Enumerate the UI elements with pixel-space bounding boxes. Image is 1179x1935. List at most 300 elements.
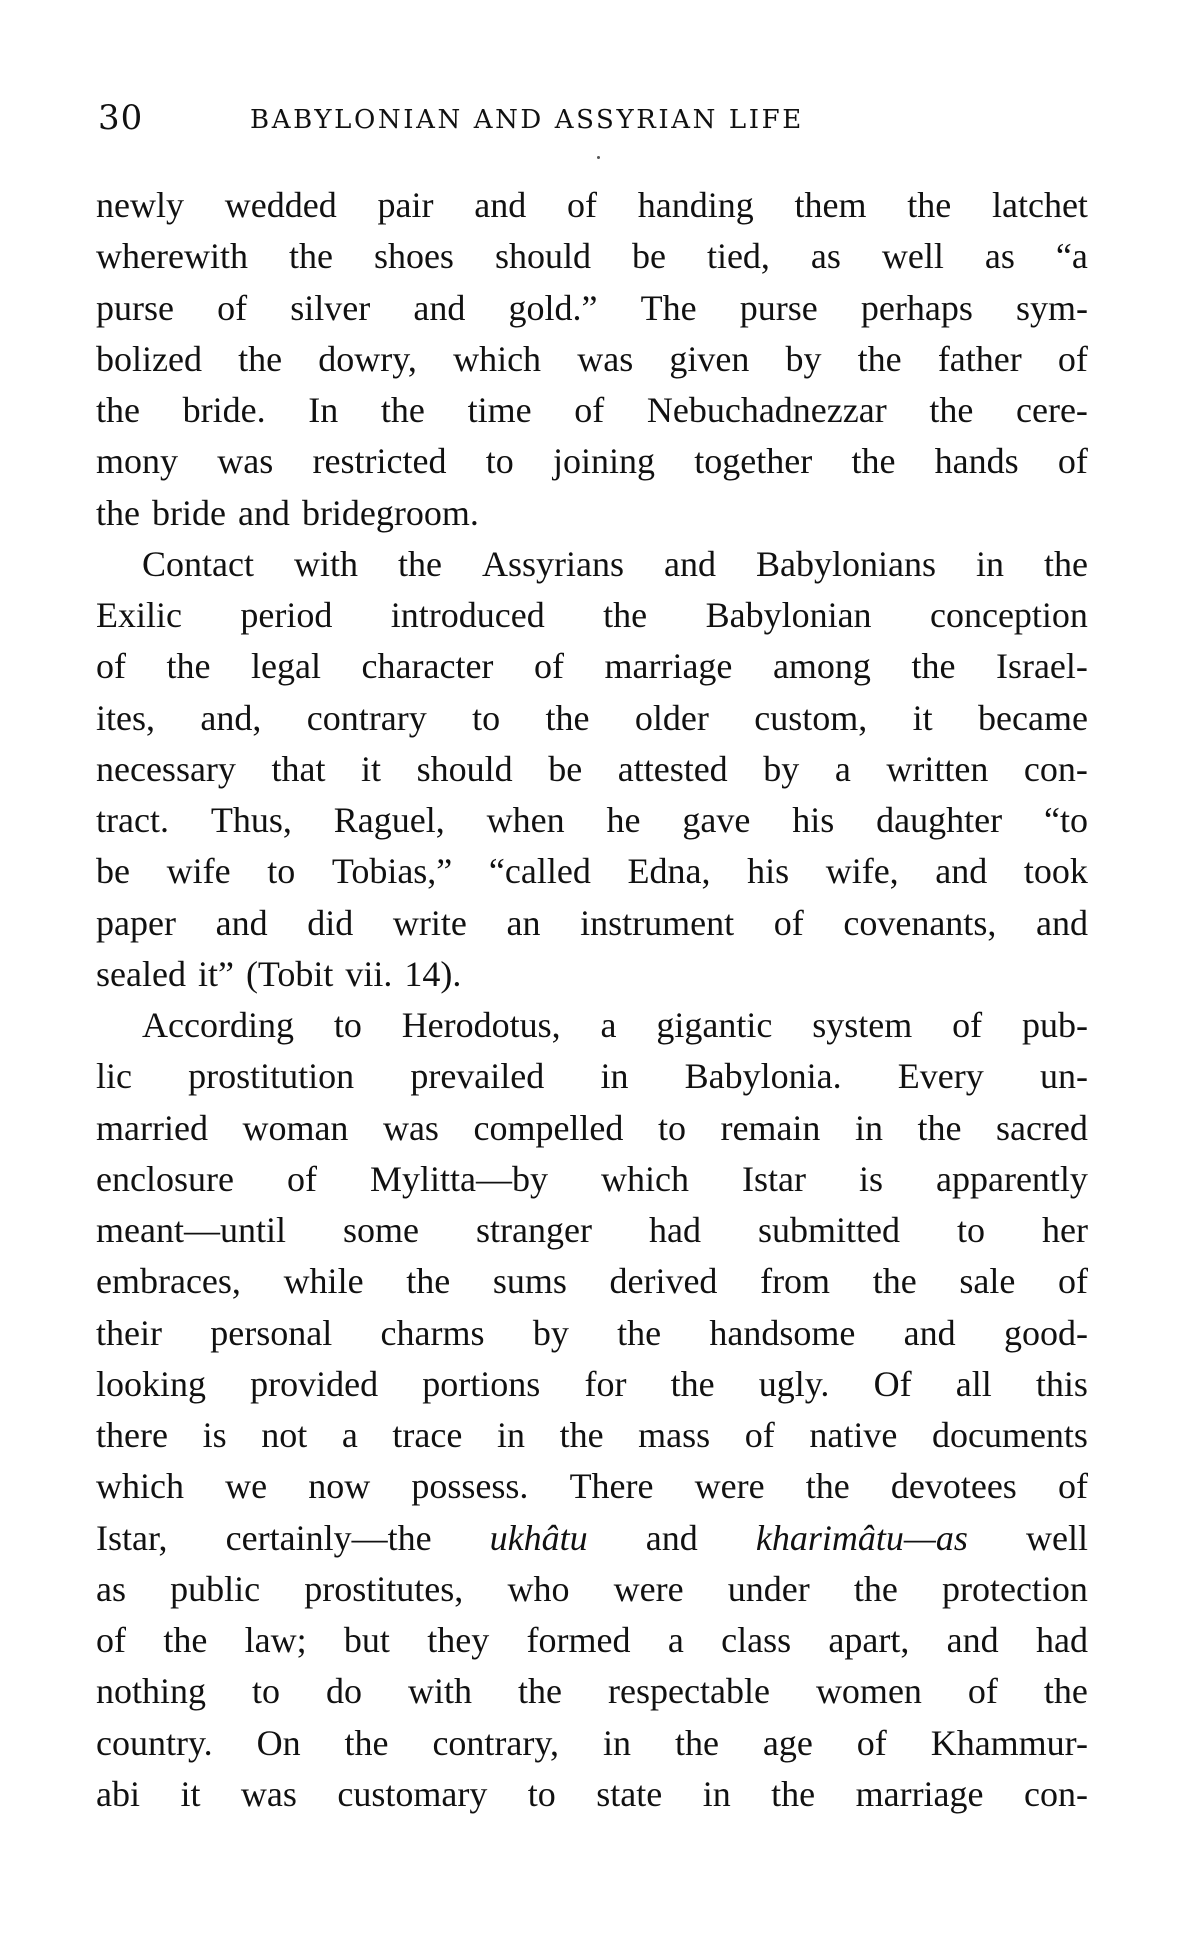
word: it” bbox=[197, 953, 234, 994]
word: of bbox=[952, 1005, 983, 1045]
word: well bbox=[1025, 1517, 1088, 1558]
word: custom, bbox=[754, 697, 868, 738]
text-line bbox=[96, 641, 1088, 692]
word: Khammur- bbox=[930, 1722, 1088, 1763]
text-line bbox=[96, 1666, 1088, 1717]
word: the bbox=[929, 390, 974, 430]
word: her bbox=[1042, 1210, 1088, 1250]
word: it bbox=[912, 697, 933, 738]
word: it bbox=[361, 748, 382, 789]
word: became bbox=[978, 697, 1088, 738]
word: a bbox=[341, 1415, 358, 1455]
word: in bbox=[702, 1773, 731, 1814]
word: the bbox=[1043, 543, 1088, 584]
word: pair bbox=[377, 185, 434, 225]
word: con- bbox=[1023, 748, 1088, 789]
word: with bbox=[408, 1671, 473, 1712]
word: state bbox=[596, 1773, 663, 1814]
word: as bbox=[96, 1568, 126, 1609]
word: Herodotus, bbox=[401, 1005, 561, 1045]
word: in bbox=[602, 1722, 631, 1763]
word: of bbox=[1057, 1466, 1088, 1507]
word: restricted bbox=[312, 441, 447, 482]
word: the bbox=[559, 1415, 604, 1455]
word: gold.” bbox=[508, 287, 598, 328]
word: customary bbox=[337, 1773, 488, 1814]
word: that bbox=[271, 748, 326, 789]
word: and bbox=[946, 1620, 999, 1660]
word: who bbox=[507, 1568, 570, 1609]
word: legal bbox=[251, 646, 322, 687]
text-line bbox=[96, 488, 1088, 539]
word: but bbox=[343, 1620, 390, 1660]
word: protection bbox=[941, 1568, 1088, 1609]
word: prevailed bbox=[410, 1056, 545, 1097]
word: joining bbox=[552, 441, 655, 482]
word: formed bbox=[526, 1620, 631, 1660]
word: period bbox=[240, 595, 333, 635]
text-line bbox=[96, 898, 1088, 949]
word: be bbox=[631, 236, 666, 277]
word: the bbox=[163, 1620, 208, 1660]
word: the bbox=[1043, 1671, 1088, 1712]
word: 14). bbox=[404, 953, 462, 994]
word: Istar, bbox=[96, 1517, 168, 1558]
text-line bbox=[96, 1051, 1088, 1102]
word: Israel- bbox=[995, 646, 1088, 687]
word: for bbox=[584, 1363, 627, 1404]
word: personal bbox=[210, 1312, 333, 1353]
word: the bbox=[166, 646, 211, 687]
text-line bbox=[96, 1564, 1088, 1615]
word: be bbox=[96, 851, 130, 892]
word: all bbox=[955, 1363, 992, 1404]
word: time bbox=[467, 390, 532, 430]
word: as bbox=[984, 236, 1015, 277]
page-header bbox=[98, 96, 1088, 140]
word: the bbox=[238, 338, 283, 379]
word: public bbox=[170, 1568, 261, 1609]
word: they bbox=[427, 1620, 490, 1660]
word: embraces, bbox=[96, 1261, 241, 1302]
word: while bbox=[283, 1261, 364, 1302]
word: given bbox=[669, 338, 750, 379]
text-line bbox=[96, 539, 1088, 590]
word: ugly. bbox=[758, 1363, 830, 1404]
word: and bbox=[215, 902, 268, 943]
word: of bbox=[1057, 338, 1088, 379]
word: some bbox=[342, 1210, 419, 1250]
text-line bbox=[96, 1615, 1088, 1666]
text-line bbox=[96, 180, 1088, 231]
word: Istar bbox=[741, 1158, 806, 1199]
word: the bbox=[857, 338, 902, 379]
word: had bbox=[648, 1210, 701, 1250]
word: the bbox=[771, 1773, 816, 1814]
word: of bbox=[566, 185, 597, 225]
word: in bbox=[600, 1056, 629, 1097]
word: to bbox=[267, 851, 296, 892]
word: ukhâtu bbox=[489, 1517, 588, 1558]
word: system bbox=[812, 1005, 913, 1045]
word: to bbox=[485, 441, 514, 482]
word: of bbox=[856, 1722, 887, 1763]
word: a bbox=[667, 1620, 684, 1660]
word: Edna, bbox=[627, 851, 711, 892]
word: written bbox=[886, 748, 989, 789]
text-line bbox=[96, 1205, 1088, 1256]
word: covenants, bbox=[843, 902, 997, 943]
text-line bbox=[96, 1461, 1088, 1512]
text-line bbox=[96, 1359, 1088, 1410]
text-line bbox=[96, 949, 1088, 1000]
text-line bbox=[96, 744, 1088, 795]
word: among bbox=[772, 646, 871, 687]
word: woman bbox=[242, 1107, 349, 1148]
word: In bbox=[308, 390, 339, 430]
word: sums bbox=[492, 1261, 567, 1302]
word: contrary, bbox=[432, 1722, 560, 1763]
word: pub- bbox=[1021, 1005, 1088, 1045]
word: which bbox=[453, 338, 542, 379]
word: the bbox=[872, 1261, 917, 1302]
word: the bbox=[805, 1466, 850, 1507]
word: marriage bbox=[604, 646, 733, 687]
word: the bbox=[545, 697, 590, 738]
word: not bbox=[261, 1415, 308, 1455]
word: “a bbox=[1055, 236, 1088, 277]
word: cere- bbox=[1016, 390, 1088, 430]
word: introduced bbox=[390, 595, 545, 635]
word: On bbox=[256, 1722, 301, 1763]
word: Of bbox=[873, 1363, 912, 1404]
word: and bbox=[663, 543, 716, 584]
word: was bbox=[240, 1773, 297, 1814]
word: wife bbox=[166, 851, 231, 892]
word: gigantic bbox=[656, 1005, 773, 1045]
word: sale bbox=[959, 1261, 1016, 1302]
word: older bbox=[634, 697, 709, 738]
text-line bbox=[96, 846, 1088, 897]
word: when bbox=[486, 800, 565, 840]
word: handing bbox=[637, 185, 754, 225]
running-title: BABYLONIAN AND ASSYRIAN LIFE bbox=[250, 105, 804, 135]
word: class bbox=[721, 1620, 792, 1660]
word: a bbox=[600, 1005, 617, 1045]
word: attested bbox=[617, 748, 728, 789]
word: the bbox=[398, 543, 442, 584]
word: the bbox=[380, 390, 425, 430]
word: apparently bbox=[936, 1158, 1088, 1199]
word: of bbox=[533, 646, 564, 687]
text-line bbox=[96, 693, 1088, 744]
word: ites, bbox=[96, 697, 155, 738]
word: devotees bbox=[890, 1466, 1017, 1507]
word: paper bbox=[96, 902, 176, 943]
word: con- bbox=[1023, 1773, 1088, 1814]
word: his bbox=[747, 851, 790, 892]
word: good- bbox=[1003, 1312, 1088, 1353]
word: was bbox=[217, 441, 274, 482]
word: charms bbox=[380, 1312, 485, 1353]
word: silver bbox=[290, 287, 371, 328]
text-line bbox=[96, 1513, 1088, 1564]
text-line bbox=[96, 1256, 1088, 1307]
word: bride. bbox=[182, 390, 266, 430]
word: purse bbox=[739, 287, 818, 328]
text-line bbox=[96, 1769, 1088, 1820]
word: of bbox=[217, 287, 248, 328]
word: write bbox=[392, 902, 467, 943]
word: vii. bbox=[345, 953, 393, 994]
word: the bbox=[917, 1107, 962, 1148]
word: looking bbox=[96, 1363, 207, 1404]
word: respectable bbox=[608, 1671, 770, 1712]
word: should bbox=[494, 236, 591, 277]
text-line bbox=[96, 1154, 1088, 1205]
word: should bbox=[416, 748, 513, 789]
word: in bbox=[496, 1415, 525, 1455]
word: “to bbox=[1043, 800, 1088, 840]
word: Tobias,” bbox=[331, 851, 453, 892]
word: compelled bbox=[473, 1107, 624, 1148]
word: and bbox=[645, 1517, 698, 1558]
word: married bbox=[96, 1107, 208, 1148]
word: There bbox=[569, 1466, 654, 1507]
word: in bbox=[854, 1107, 883, 1148]
word: of bbox=[773, 902, 804, 943]
word: well bbox=[881, 236, 944, 277]
word: Nebuchadnezzar bbox=[646, 390, 887, 430]
word: perhaps bbox=[860, 287, 973, 328]
word: Exilic bbox=[96, 595, 182, 635]
text-line bbox=[96, 590, 1088, 641]
word: to bbox=[956, 1210, 985, 1250]
word: The bbox=[640, 287, 697, 328]
word: we bbox=[225, 1466, 268, 1507]
word: were bbox=[613, 1568, 684, 1609]
word: According bbox=[142, 1005, 294, 1045]
word: took bbox=[1023, 851, 1088, 892]
word: in bbox=[975, 543, 1004, 584]
word: this bbox=[1035, 1363, 1088, 1404]
word: were bbox=[694, 1466, 765, 1507]
word: was bbox=[577, 338, 634, 379]
word: them bbox=[794, 185, 867, 225]
word: wedded bbox=[224, 185, 337, 225]
word: possess. bbox=[411, 1466, 529, 1507]
word: the bbox=[851, 441, 896, 482]
text-line bbox=[96, 1410, 1088, 1461]
word: under bbox=[727, 1568, 810, 1609]
word: the bbox=[96, 390, 140, 430]
word: Mylitta—by bbox=[369, 1158, 548, 1199]
word: father bbox=[937, 338, 1022, 379]
word: Assyrians bbox=[481, 543, 624, 584]
word: had bbox=[1035, 1620, 1088, 1660]
word: age bbox=[762, 1722, 813, 1763]
word: newly bbox=[96, 185, 184, 225]
word: necessary bbox=[96, 748, 236, 789]
word: contrary bbox=[306, 697, 427, 738]
word: to bbox=[252, 1671, 281, 1712]
word: he bbox=[606, 800, 641, 840]
word: the bbox=[344, 1722, 389, 1763]
word: law; bbox=[244, 1620, 307, 1660]
word: remain bbox=[720, 1107, 821, 1148]
word: sealed bbox=[96, 953, 186, 994]
word: country. bbox=[96, 1722, 213, 1763]
word: Thus, bbox=[210, 800, 292, 840]
word: the bbox=[406, 1261, 451, 1302]
word: of bbox=[574, 390, 605, 430]
word: the bbox=[617, 1312, 662, 1353]
text-line bbox=[96, 231, 1088, 282]
word: of bbox=[96, 646, 126, 687]
word: mass bbox=[638, 1415, 711, 1455]
word: do bbox=[326, 1671, 363, 1712]
word: a bbox=[834, 748, 851, 789]
word: portions bbox=[422, 1363, 541, 1404]
text-line bbox=[96, 385, 1088, 436]
word: conception bbox=[929, 595, 1088, 635]
word: tied, bbox=[706, 236, 770, 277]
word: purse bbox=[96, 287, 174, 328]
word: women bbox=[815, 1671, 922, 1712]
word: the bbox=[288, 236, 333, 277]
word: to bbox=[527, 1773, 556, 1814]
word: by bbox=[763, 748, 800, 789]
word: bolized bbox=[96, 338, 202, 379]
word: Contact bbox=[142, 543, 254, 584]
word: from bbox=[760, 1261, 831, 1302]
word: which bbox=[600, 1158, 689, 1199]
word: sym- bbox=[1015, 287, 1088, 328]
word: tract. bbox=[96, 800, 169, 840]
text-line bbox=[96, 1103, 1088, 1154]
word: did bbox=[307, 902, 354, 943]
word: handsome bbox=[709, 1312, 856, 1353]
word: native bbox=[809, 1415, 898, 1455]
word: by bbox=[785, 338, 822, 379]
word: and bbox=[935, 851, 988, 892]
word: of bbox=[96, 1620, 126, 1660]
word: Babylonia. bbox=[684, 1056, 842, 1097]
word: and bbox=[237, 492, 290, 533]
word: be bbox=[548, 748, 583, 789]
word: the bbox=[518, 1671, 563, 1712]
word: an bbox=[506, 902, 541, 943]
text-line bbox=[96, 1308, 1088, 1359]
word: certainly—the bbox=[225, 1517, 432, 1558]
word: hands bbox=[934, 441, 1019, 482]
word: enclosure bbox=[96, 1158, 234, 1199]
word: is bbox=[858, 1158, 883, 1199]
word: derived bbox=[609, 1261, 718, 1302]
word: the bbox=[911, 646, 956, 687]
word: now bbox=[308, 1466, 371, 1507]
text-line bbox=[96, 334, 1088, 385]
word: of bbox=[967, 1671, 998, 1712]
word: trace bbox=[392, 1415, 463, 1455]
word: was bbox=[382, 1107, 439, 1148]
word: the bbox=[670, 1363, 715, 1404]
word: and, bbox=[200, 697, 262, 738]
word: his bbox=[792, 800, 835, 840]
word: their bbox=[96, 1312, 162, 1353]
word: daughter bbox=[876, 800, 1003, 840]
word: prostitutes, bbox=[304, 1568, 464, 1609]
word: bride bbox=[151, 492, 226, 533]
word: Every bbox=[897, 1056, 984, 1097]
word: prostitution bbox=[188, 1056, 355, 1097]
text-line bbox=[96, 1718, 1088, 1769]
word: lic bbox=[96, 1056, 132, 1097]
body-text bbox=[96, 180, 1088, 1820]
word: by bbox=[532, 1312, 569, 1353]
word: Babylonians bbox=[755, 543, 936, 584]
word: with bbox=[293, 543, 358, 584]
text-line bbox=[96, 1000, 1088, 1051]
word: Babylonian bbox=[705, 595, 872, 635]
word: of bbox=[286, 1158, 317, 1199]
word: which bbox=[96, 1466, 184, 1507]
word: nothing bbox=[96, 1671, 207, 1712]
word: the bbox=[603, 595, 648, 635]
page-number: 30 bbox=[98, 98, 144, 138]
word: “called bbox=[488, 851, 591, 892]
word: and bbox=[1035, 902, 1088, 943]
text-line bbox=[96, 436, 1088, 487]
word: Raguel, bbox=[333, 800, 445, 840]
word: submitted bbox=[757, 1210, 900, 1250]
word: kharimâtu—as bbox=[755, 1517, 968, 1558]
word: and bbox=[413, 287, 466, 328]
word: the bbox=[907, 185, 952, 225]
word: un- bbox=[1039, 1056, 1088, 1097]
word: the bbox=[853, 1568, 898, 1609]
word: gave bbox=[682, 800, 751, 840]
word: to bbox=[333, 1005, 362, 1045]
word: shoes bbox=[373, 236, 454, 277]
word: stranger bbox=[476, 1210, 592, 1250]
word: provided bbox=[250, 1363, 379, 1404]
text-line bbox=[96, 283, 1088, 334]
word: to bbox=[657, 1107, 686, 1148]
word: as bbox=[810, 236, 841, 277]
word: there bbox=[96, 1415, 168, 1455]
word: dowry, bbox=[318, 338, 417, 379]
word: sacred bbox=[995, 1107, 1088, 1148]
word: abi bbox=[96, 1773, 140, 1814]
word: apart, bbox=[828, 1620, 910, 1660]
text-line bbox=[96, 795, 1088, 846]
word: is bbox=[202, 1415, 227, 1455]
word: (Tobit bbox=[245, 953, 334, 994]
word: marriage bbox=[855, 1773, 984, 1814]
word: the bbox=[674, 1722, 719, 1763]
word: of bbox=[1057, 441, 1088, 482]
word: to bbox=[472, 697, 501, 738]
word: documents bbox=[931, 1415, 1088, 1455]
word: wherewith bbox=[96, 236, 248, 277]
word: and bbox=[903, 1312, 956, 1353]
word: instrument bbox=[580, 902, 735, 943]
word: and bbox=[474, 185, 527, 225]
word: bridegroom. bbox=[301, 492, 479, 533]
word: of bbox=[744, 1415, 775, 1455]
word: mony bbox=[96, 441, 179, 482]
